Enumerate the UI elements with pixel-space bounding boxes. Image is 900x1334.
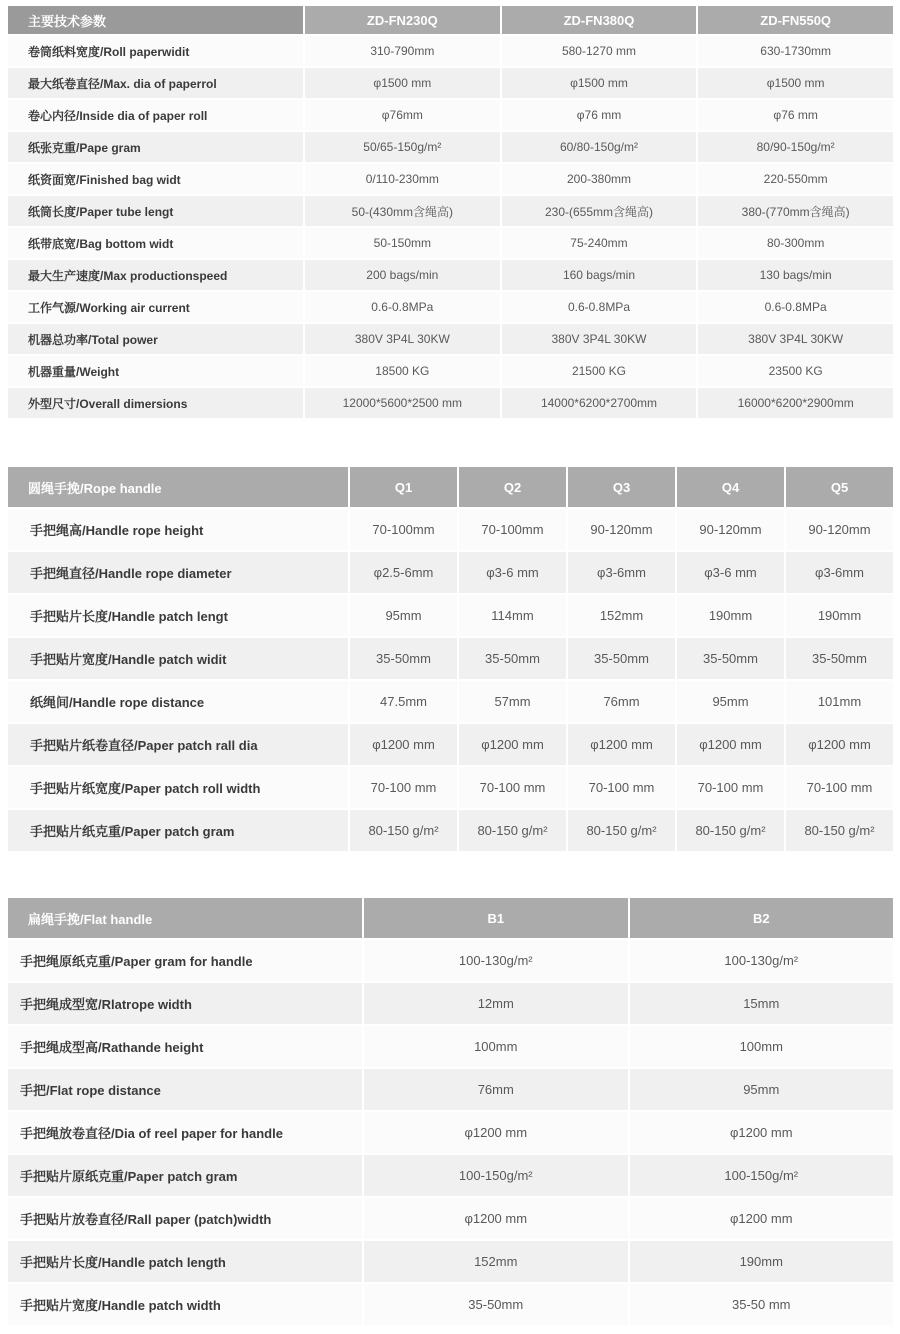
- column-header: Q4: [675, 467, 784, 509]
- column-header: Q5: [784, 467, 893, 509]
- spec-value: 0.6-0.8MPa: [500, 292, 697, 324]
- column-header: ZD-FN230Q: [303, 6, 500, 36]
- table-header: [8, 898, 893, 940]
- spec-value: φ2.5-6mm: [348, 552, 457, 595]
- spec-value: 15mm: [628, 983, 894, 1026]
- spec-value: φ76 mm: [500, 100, 697, 132]
- spec-value: 230-(655mm含绳高): [500, 196, 697, 228]
- spec-label: 最大生产速度/Max productionspeed: [8, 260, 303, 292]
- table-row: [8, 1284, 893, 1327]
- spec-value: 12mm: [362, 983, 628, 1026]
- spec-value: 100-150g/m²: [628, 1155, 894, 1198]
- table-body: [8, 36, 893, 420]
- spec-value: 90-120mm: [675, 509, 784, 552]
- table-row: [8, 1112, 893, 1155]
- spec-value: 21500 KG: [500, 356, 697, 388]
- spec-value: φ1200 mm: [566, 724, 675, 767]
- spec-label: 手把贴片长度/Handle patch lengt: [8, 595, 348, 638]
- spec-value: φ1200 mm: [362, 1112, 628, 1155]
- spec-value: 200-380mm: [500, 164, 697, 196]
- spec-label: 外型尺寸/Overall dimersions: [8, 388, 303, 420]
- table-row: [8, 132, 893, 164]
- spec-label: 手把贴片放卷直径/Rall paper (patch)width: [8, 1198, 362, 1241]
- spec-label: 手把贴片宽度/Handle patch widit: [8, 638, 348, 681]
- table-row: [8, 228, 893, 260]
- table-row: [8, 638, 893, 681]
- spec-value: 190mm: [628, 1241, 894, 1284]
- spec-value: φ1200 mm: [628, 1112, 894, 1155]
- table-row: [8, 1155, 893, 1198]
- spec-value: 18500 KG: [303, 356, 500, 388]
- spec-value: 35-50 mm: [628, 1284, 894, 1327]
- spec-value: 0.6-0.8MPa: [696, 292, 893, 324]
- spec-value: φ1500 mm: [500, 68, 697, 100]
- table-row: [8, 100, 893, 132]
- spec-value: 101mm: [784, 681, 893, 724]
- spec-value: φ3-6mm: [784, 552, 893, 595]
- column-header: ZD-FN550Q: [696, 6, 893, 36]
- spec-value: 80/90-150g/m²: [696, 132, 893, 164]
- table-row: [8, 983, 893, 1026]
- main-specs-table: [8, 6, 893, 420]
- table-row: [8, 260, 893, 292]
- spec-value: 100-150g/m²: [362, 1155, 628, 1198]
- spec-label: 纸筒长度/Paper tube lengt: [8, 196, 303, 228]
- spec-value: 190mm: [675, 595, 784, 638]
- spec-value: 35-50mm: [362, 1284, 628, 1327]
- column-header: Q3: [566, 467, 675, 509]
- spec-label: 手把贴片宽度/Handle patch width: [8, 1284, 362, 1327]
- table-row: [8, 940, 893, 983]
- table-row: [8, 68, 893, 100]
- spec-value: 14000*6200*2700mm: [500, 388, 697, 420]
- spec-value: 50-(430mm含绳高): [303, 196, 500, 228]
- spec-label: 手把/Flat rope distance: [8, 1069, 362, 1112]
- table-header: [8, 467, 893, 509]
- spec-value: 0.6-0.8MPa: [303, 292, 500, 324]
- spec-value: 160 bags/min: [500, 260, 697, 292]
- spec-value: 80-150 g/m²: [566, 810, 675, 853]
- spec-value: 50/65-150g/m²: [303, 132, 500, 164]
- spec-value: 80-150 g/m²: [457, 810, 566, 853]
- spec-value: φ1200 mm: [784, 724, 893, 767]
- spec-value: φ3-6 mm: [457, 552, 566, 595]
- spec-value: 220-550mm: [696, 164, 893, 196]
- spec-value: 90-120mm: [566, 509, 675, 552]
- spec-label: 纸资面宽/Finished bag widt: [8, 164, 303, 196]
- spec-value: 12000*5600*2500 mm: [303, 388, 500, 420]
- spec-value: φ76 mm: [696, 100, 893, 132]
- header-row: [8, 6, 893, 36]
- spec-value: 50-150mm: [303, 228, 500, 260]
- spec-value: 130 bags/min: [696, 260, 893, 292]
- table-row: [8, 724, 893, 767]
- spec-value: 35-50mm: [348, 638, 457, 681]
- spec-label: 工作气源/Working air current: [8, 292, 303, 324]
- table-header: [8, 6, 893, 36]
- spec-label: 机器总功率/Total power: [8, 324, 303, 356]
- spec-value: φ1500 mm: [696, 68, 893, 100]
- spec-value: 580-1270 mm: [500, 36, 697, 68]
- spec-label: 手把绳原纸克重/Paper gram for handle: [8, 940, 362, 983]
- table-row: [8, 164, 893, 196]
- column-header: B1: [362, 898, 628, 940]
- spec-value: 100mm: [628, 1026, 894, 1069]
- column-header: ZD-FN380Q: [500, 6, 697, 36]
- spec-value: 380-(770mm含绳高): [696, 196, 893, 228]
- spec-value: 80-150 g/m²: [675, 810, 784, 853]
- spec-value: 70-100 mm: [675, 767, 784, 810]
- spec-value: 95mm: [675, 681, 784, 724]
- spec-value: 95mm: [348, 595, 457, 638]
- spec-value: φ1200 mm: [628, 1198, 894, 1241]
- spec-value: 380V 3P4L 30KW: [303, 324, 500, 356]
- spec-label: 最大纸卷直径/Max. dia of paperrol: [8, 68, 303, 100]
- spec-value: 35-50mm: [457, 638, 566, 681]
- table-row: [8, 681, 893, 724]
- spec-label: 手把绳成型宽/Rlatrope width: [8, 983, 362, 1026]
- spec-value: 152mm: [566, 595, 675, 638]
- spec-value: φ76mm: [303, 100, 500, 132]
- spec-value: 80-150 g/m²: [348, 810, 457, 853]
- spec-value: 114mm: [457, 595, 566, 638]
- spec-value: 35-50mm: [675, 638, 784, 681]
- column-header: Q2: [457, 467, 566, 509]
- spec-value: 75-240mm: [500, 228, 697, 260]
- spec-value: 23500 KG: [696, 356, 893, 388]
- spec-value: 380V 3P4L 30KW: [696, 324, 893, 356]
- spec-value: 16000*6200*2900mm: [696, 388, 893, 420]
- spec-value: 100-130g/m²: [628, 940, 894, 983]
- spec-label: 手把贴片长度/Handle patch length: [8, 1241, 362, 1284]
- table-row: [8, 356, 893, 388]
- spec-value: 200 bags/min: [303, 260, 500, 292]
- column-header: B2: [628, 898, 894, 940]
- table-row: [8, 36, 893, 68]
- table-row: [8, 292, 893, 324]
- spec-value: 35-50mm: [566, 638, 675, 681]
- table-row: [8, 1241, 893, 1284]
- table-body: [8, 940, 893, 1327]
- spec-value: 380V 3P4L 30KW: [500, 324, 697, 356]
- table-row: [8, 1198, 893, 1241]
- table-title: 主要技术参数: [8, 6, 303, 36]
- spec-value: 70-100 mm: [348, 767, 457, 810]
- spec-value: 35-50mm: [784, 638, 893, 681]
- spec-value: 70-100 mm: [784, 767, 893, 810]
- spec-label: 手把贴片原纸克重/Paper patch gram: [8, 1155, 362, 1198]
- table-title: 扁绳手挽/Flat handle: [8, 898, 362, 940]
- table-title: 圆绳手挽/Rope handle: [8, 467, 348, 509]
- column-header: Q1: [348, 467, 457, 509]
- table-row: [8, 196, 893, 228]
- spec-label: 手把绳成型高/Rathande height: [8, 1026, 362, 1069]
- spec-value: 630-1730mm: [696, 36, 893, 68]
- spec-value: 100mm: [362, 1026, 628, 1069]
- table-row: [8, 388, 893, 420]
- spec-value: 152mm: [362, 1241, 628, 1284]
- spec-label: 手把贴片纸卷直径/Paper patch rall dia: [8, 724, 348, 767]
- header-row: [8, 898, 893, 940]
- spec-value: φ3-6 mm: [675, 552, 784, 595]
- spec-value: 70-100 mm: [566, 767, 675, 810]
- spec-value: 76mm: [566, 681, 675, 724]
- flat-handle-table: [8, 898, 893, 1327]
- spec-value: φ1200 mm: [362, 1198, 628, 1241]
- spec-value: 60/80-150g/m²: [500, 132, 697, 164]
- table-row: [8, 1026, 893, 1069]
- spec-value: 70-100mm: [457, 509, 566, 552]
- spec-label: 手把绳高/Handle rope height: [8, 509, 348, 552]
- table-row: [8, 810, 893, 853]
- spec-value: 80-300mm: [696, 228, 893, 260]
- rope-handle-table: [8, 467, 893, 853]
- spec-value: 190mm: [784, 595, 893, 638]
- spec-label: 纸带底宽/Bag bottom widt: [8, 228, 303, 260]
- spec-label: 机器重量/Weight: [8, 356, 303, 388]
- spec-value: 80-150 g/m²: [784, 810, 893, 853]
- table-row: [8, 595, 893, 638]
- spec-value: 47.5mm: [348, 681, 457, 724]
- spec-value: 57mm: [457, 681, 566, 724]
- spec-label: 手把贴片纸克重/Paper patch gram: [8, 810, 348, 853]
- spec-value: 310-790mm: [303, 36, 500, 68]
- spec-label: 卷心内径/Inside dia of paper roll: [8, 100, 303, 132]
- table-row: [8, 767, 893, 810]
- spec-value: φ3-6mm: [566, 552, 675, 595]
- table-row: [8, 552, 893, 595]
- table-body: [8, 509, 893, 853]
- spec-label: 手把贴片纸宽度/Paper patch roll width: [8, 767, 348, 810]
- spec-label: 纸张克重/Pape gram: [8, 132, 303, 164]
- header-row: [8, 467, 893, 509]
- spec-value: 70-100 mm: [457, 767, 566, 810]
- spec-label: 纸绳间/Handle rope distance: [8, 681, 348, 724]
- spec-label: 手把绳直径/Handle rope diameter: [8, 552, 348, 595]
- spec-value: 70-100mm: [348, 509, 457, 552]
- spec-value: φ1200 mm: [348, 724, 457, 767]
- spec-value: 90-120mm: [784, 509, 893, 552]
- table-row: [8, 1069, 893, 1112]
- spec-value: 95mm: [628, 1069, 894, 1112]
- spec-value: φ1200 mm: [457, 724, 566, 767]
- spec-value: 100-130g/m²: [362, 940, 628, 983]
- spec-label: 手把绳放卷直径/Dia of reel paper for handle: [8, 1112, 362, 1155]
- spec-value: φ1500 mm: [303, 68, 500, 100]
- table-row: [8, 324, 893, 356]
- spec-label: 卷筒纸料宽度/Roll paperwidit: [8, 36, 303, 68]
- spec-value: 76mm: [362, 1069, 628, 1112]
- spec-value: 0/110-230mm: [303, 164, 500, 196]
- table-row: [8, 509, 893, 552]
- spec-value: φ1200 mm: [675, 724, 784, 767]
